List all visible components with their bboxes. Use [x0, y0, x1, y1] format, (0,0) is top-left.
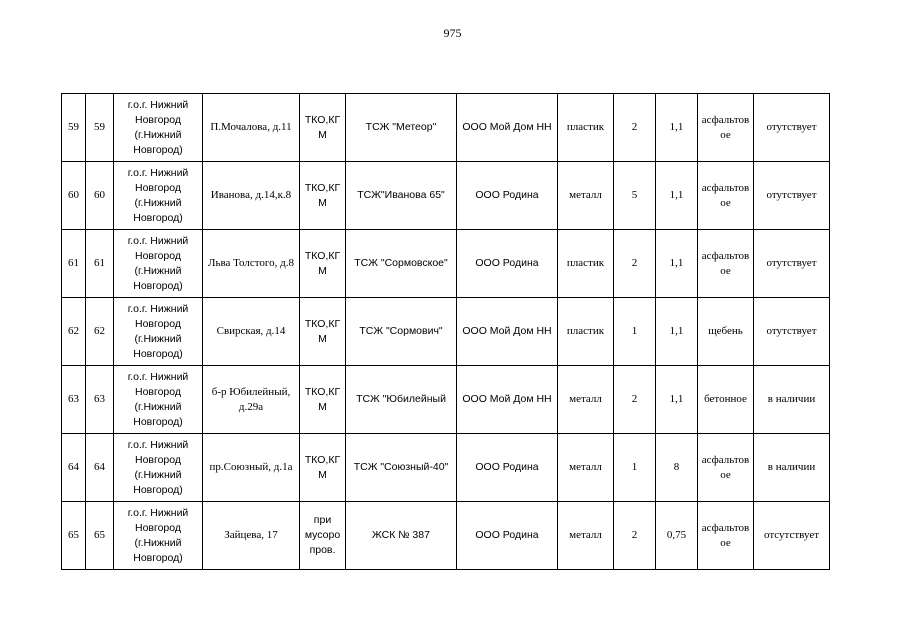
- address-cell: б-р Юбилейный, д.29а: [203, 366, 300, 434]
- municipality-cell: г.о.г. Нижний Новгород (г.Нижний Новгород): [114, 366, 203, 434]
- table-row: [62, 94, 830, 162]
- operator-cell: ООО Родина: [457, 434, 558, 502]
- waste-type-cell: ТКО,КГМ: [300, 230, 346, 298]
- table-row: [62, 298, 830, 366]
- operator-cell: ООО Родина: [457, 230, 558, 298]
- container-volume-cell: 0,75: [656, 502, 698, 570]
- table-row: [62, 502, 830, 570]
- row-id-cell: 59: [86, 94, 114, 162]
- container-material-cell: пластик: [558, 230, 614, 298]
- row-id-cell: 63: [86, 366, 114, 434]
- row-id-cell: 64: [86, 434, 114, 502]
- container-volume-cell: 8: [656, 434, 698, 502]
- row-number-cell: 60: [62, 162, 86, 230]
- container-count-cell: 2: [614, 230, 656, 298]
- table-row: [62, 434, 830, 502]
- container-material-cell: пластик: [558, 298, 614, 366]
- fence-cell: отутствует: [754, 298, 830, 366]
- waste-type-cell: ТКО,КГМ: [300, 162, 346, 230]
- address-cell: Льва Толстого, д.8: [203, 230, 300, 298]
- owner-cell: ТСЖ"Иванова 65": [346, 162, 457, 230]
- fence-cell: отутствует: [754, 94, 830, 162]
- container-material-cell: пластик: [558, 94, 614, 162]
- container-material-cell: металл: [558, 366, 614, 434]
- surface-cell: щебень: [698, 298, 754, 366]
- address-cell: Зайцева, 17: [203, 502, 300, 570]
- waste-type-cell: ТКО,КГМ: [300, 434, 346, 502]
- container-count-cell: 2: [614, 366, 656, 434]
- address-cell: П.Мочалова, д.11: [203, 94, 300, 162]
- row-number-cell: 59: [62, 94, 86, 162]
- owner-cell: ТСЖ "Юбилейный: [346, 366, 457, 434]
- surface-cell: асфальтовое: [698, 434, 754, 502]
- container-count-cell: 1: [614, 298, 656, 366]
- address-cell: Иванова, д.14,к.8: [203, 162, 300, 230]
- surface-cell: асфальтовое: [698, 94, 754, 162]
- container-volume-cell: 1,1: [656, 298, 698, 366]
- fence-cell: отутствует: [754, 230, 830, 298]
- table-body: [62, 94, 830, 570]
- address-cell: пр.Союзный, д.1а: [203, 434, 300, 502]
- container-count-cell: 1: [614, 434, 656, 502]
- container-volume-cell: 1,1: [656, 162, 698, 230]
- fence-cell: в наличии: [754, 366, 830, 434]
- surface-cell: асфальтовое: [698, 502, 754, 570]
- container-count-cell: 2: [614, 94, 656, 162]
- fence-cell: в наличии: [754, 434, 830, 502]
- surface-cell: асфальтовое: [698, 162, 754, 230]
- operator-cell: ООО Мой Дом НН: [457, 94, 558, 162]
- municipality-cell: г.о.г. Нижний Новгород (г.Нижний Новгород): [114, 230, 203, 298]
- container-volume-cell: 1,1: [656, 230, 698, 298]
- row-id-cell: 61: [86, 230, 114, 298]
- row-id-cell: 62: [86, 298, 114, 366]
- operator-cell: ООО Родина: [457, 502, 558, 570]
- row-id-cell: 65: [86, 502, 114, 570]
- municipality-cell: г.о.г. Нижний Новгород (г.Нижний Новгород): [114, 502, 203, 570]
- operator-cell: ООО Мой Дом НН: [457, 298, 558, 366]
- container-volume-cell: 1,1: [656, 366, 698, 434]
- municipality-cell: г.о.г. Нижний Новгород (г.Нижний Новгород): [114, 434, 203, 502]
- operator-cell: ООО Мой Дом НН: [457, 366, 558, 434]
- municipality-cell: г.о.г. Нижний Новгород (г.Нижний Новгород): [114, 94, 203, 162]
- table-row: [62, 230, 830, 298]
- row-number-cell: 65: [62, 502, 86, 570]
- address-cell: Свирская, д.14: [203, 298, 300, 366]
- municipality-cell: г.о.г. Нижний Новгород (г.Нижний Новгород): [114, 162, 203, 230]
- row-number-cell: 61: [62, 230, 86, 298]
- fence-cell: отутствует: [754, 162, 830, 230]
- fence-cell: отсутствует: [754, 502, 830, 570]
- surface-cell: бетонное: [698, 366, 754, 434]
- municipality-cell: г.о.г. Нижний Новгород (г.Нижний Новгород): [114, 298, 203, 366]
- row-number-cell: 63: [62, 366, 86, 434]
- container-volume-cell: 1,1: [656, 94, 698, 162]
- page-number: 975: [443, 26, 462, 40]
- table-row: [62, 366, 830, 434]
- owner-cell: ТСЖ "Союзный-40": [346, 434, 457, 502]
- operator-cell: ООО Родина: [457, 162, 558, 230]
- waste-type-cell: ТКО,КГМ: [300, 94, 346, 162]
- waste-type-cell: при мусоро пров.: [300, 502, 346, 570]
- container-material-cell: металл: [558, 434, 614, 502]
- container-count-cell: 2: [614, 502, 656, 570]
- waste-sites-table: [61, 93, 830, 570]
- row-id-cell: 60: [86, 162, 114, 230]
- container-count-cell: 5: [614, 162, 656, 230]
- row-number-cell: 62: [62, 298, 86, 366]
- waste-type-cell: ТКО,КГМ: [300, 298, 346, 366]
- container-material-cell: металл: [558, 162, 614, 230]
- owner-cell: ЖСК № 387: [346, 502, 457, 570]
- owner-cell: ТСЖ "Сормовское": [346, 230, 457, 298]
- waste-type-cell: ТКО,КГМ: [300, 366, 346, 434]
- container-material-cell: металл: [558, 502, 614, 570]
- row-number-cell: 64: [62, 434, 86, 502]
- owner-cell: ТСЖ "Сормович": [346, 298, 457, 366]
- table-row: [62, 162, 830, 230]
- owner-cell: ТСЖ "Метеор": [346, 94, 457, 162]
- surface-cell: асфальтовое: [698, 230, 754, 298]
